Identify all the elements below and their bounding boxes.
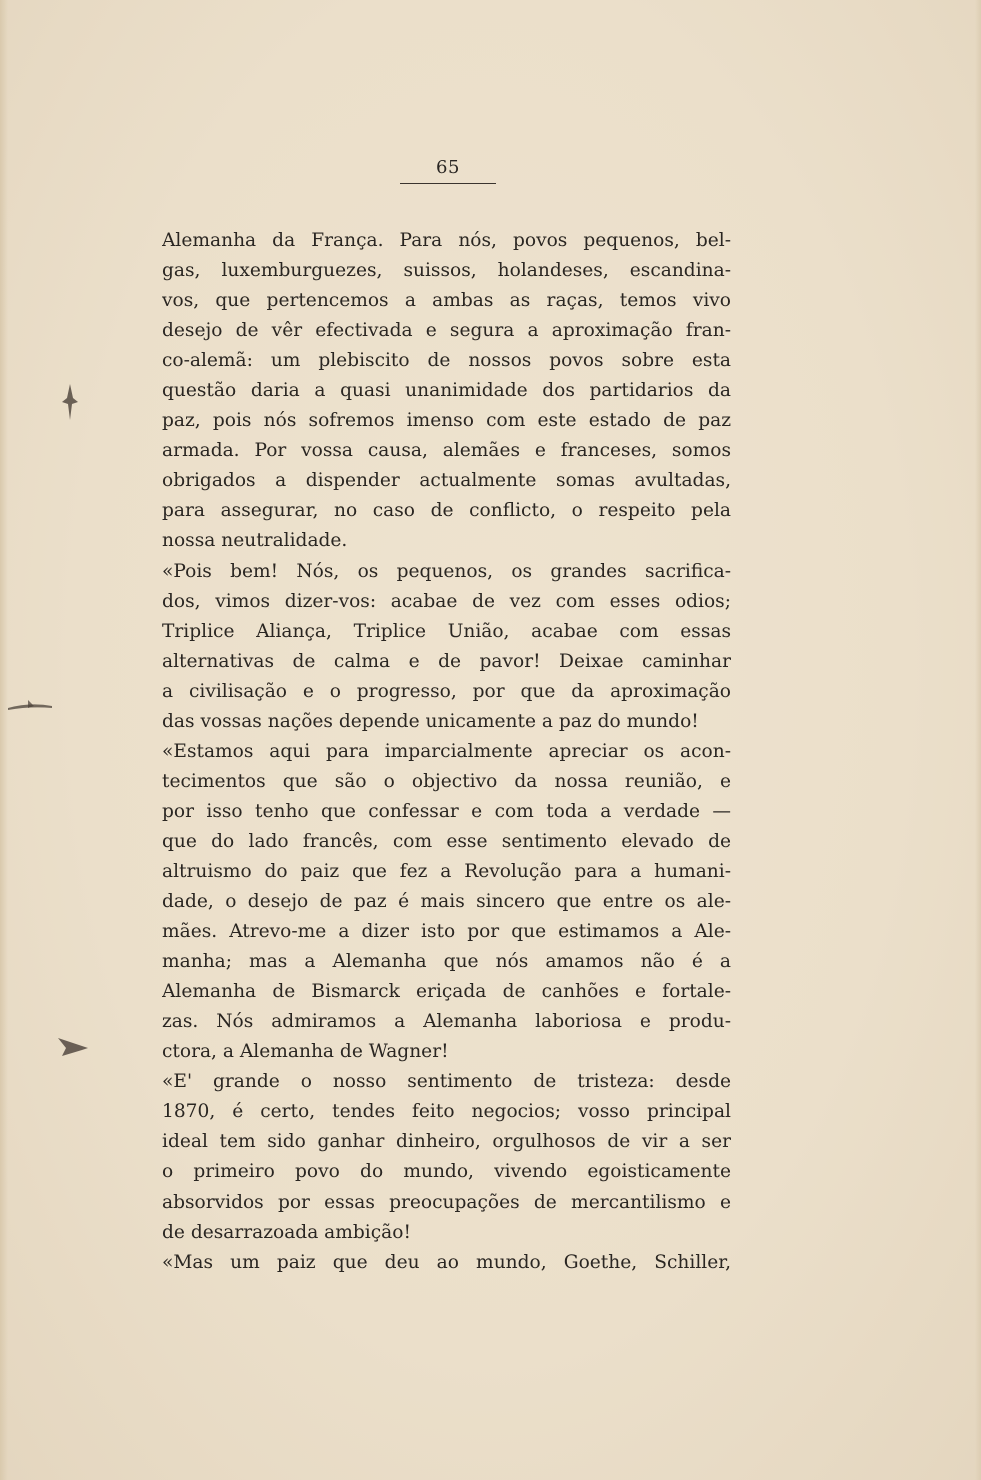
- text-line: dade, o desejo de paz é mais sincero que entre os ale-: [162, 891, 731, 913]
- text-line: Alemanha de Bismarck eriçada de canhões e fortale-: [162, 981, 731, 1003]
- text-line: de desarrazoada ambição!: [162, 1221, 411, 1243]
- page-number: 65: [436, 157, 460, 178]
- text-line: «Pois bem! Nós, os pequenos, os grandes sacrifica-: [162, 560, 731, 582]
- text-line: altruismo do paiz que fez a Revolução para a humani-: [162, 860, 731, 882]
- page-right-edge: [975, 0, 981, 1480]
- text-line: a civilisação e o progresso, por que da aproximação: [162, 680, 731, 702]
- text-line: que do lado francês, com esse sentimento elevado de: [162, 830, 731, 852]
- text-line: para assegurar, no caso de conflicto, o respeito pela: [162, 500, 731, 522]
- text-line: desejo de vêr efectivada e segura a aproximação fran-: [162, 320, 731, 342]
- text-line: o primeiro povo do mundo, vivendo egoisticamente: [162, 1161, 731, 1183]
- page-left-edge: [0, 0, 8, 1480]
- text-line: questão daria a quasi unanimidade dos partidarios da: [162, 380, 731, 402]
- margin-ink-mark: [8, 696, 52, 726]
- text-line: «E' grande o nosso sentimento de tristeza: desde: [162, 1071, 731, 1093]
- text-line: co-alemã: um plebiscito de nossos povos sobre esta: [162, 350, 731, 372]
- text-line: paz, pois nós sofremos imenso com este estado de paz: [162, 410, 731, 432]
- text-line: manha; mas a Alemanha que nós amamos não é a: [162, 951, 731, 973]
- text-line: mães. Atrevo-me a dizer isto por que estimamos a Ale-: [162, 921, 731, 943]
- text-line: absorvidos por essas preocupações de mercantilismo e: [162, 1191, 731, 1213]
- margin-ink-mark: [52, 1024, 92, 1054]
- text-line: zas. Nós admiramos a Alemanha laboriosa e produ-: [162, 1011, 731, 1033]
- text-line: «Estamos aqui para imparcialmente apreciar os acon-: [162, 740, 731, 762]
- text-line: obrigados a dispender actualmente somas avultadas,: [162, 470, 731, 492]
- text-line: vos, que pertencemos a ambas as raças, temos vivo: [162, 290, 731, 312]
- text-line: das vossas nações depende unicamente a paz do mundo!: [162, 710, 699, 732]
- text-line: Triplice Aliança, Triplice União, acabae com essas: [162, 620, 731, 642]
- margin-ink-mark: [60, 384, 80, 414]
- text-line: ctora, a Alemanha de Wagner!: [162, 1041, 449, 1063]
- body-text: [162, 226, 731, 1278]
- text-line: alternativas de calma e de pavor! Deixae caminhar: [162, 650, 731, 672]
- text-line: dos, vimos dizer-vos: acabae de vez com esses odios;: [162, 590, 731, 612]
- text-line: tecimentos que são o objectivo da nossa reunião, e: [162, 770, 731, 792]
- text-line: ideal tem sido ganhar dinheiro, orgulhosos de vir a ser: [162, 1131, 731, 1153]
- text-line: por isso tenho que confessar e com toda a verdade —: [162, 800, 731, 822]
- page-number-rule: [400, 183, 496, 184]
- text-line: Alemanha da França. Para nós, povos pequenos, bel-: [162, 230, 731, 251]
- text-line: gas, luxemburguezes, suissos, holandeses, escandina-: [162, 260, 731, 282]
- text-line: 1870, é certo, tendes feito negocios; vosso principal: [162, 1101, 731, 1123]
- text-line: «Mas um paiz que deu ao mundo, Goethe, Schiller,: [162, 1251, 731, 1273]
- text-line: nossa neutralidade.: [162, 530, 348, 552]
- text-line: armada. Por vossa causa, alemães e franceses, somos: [162, 440, 731, 462]
